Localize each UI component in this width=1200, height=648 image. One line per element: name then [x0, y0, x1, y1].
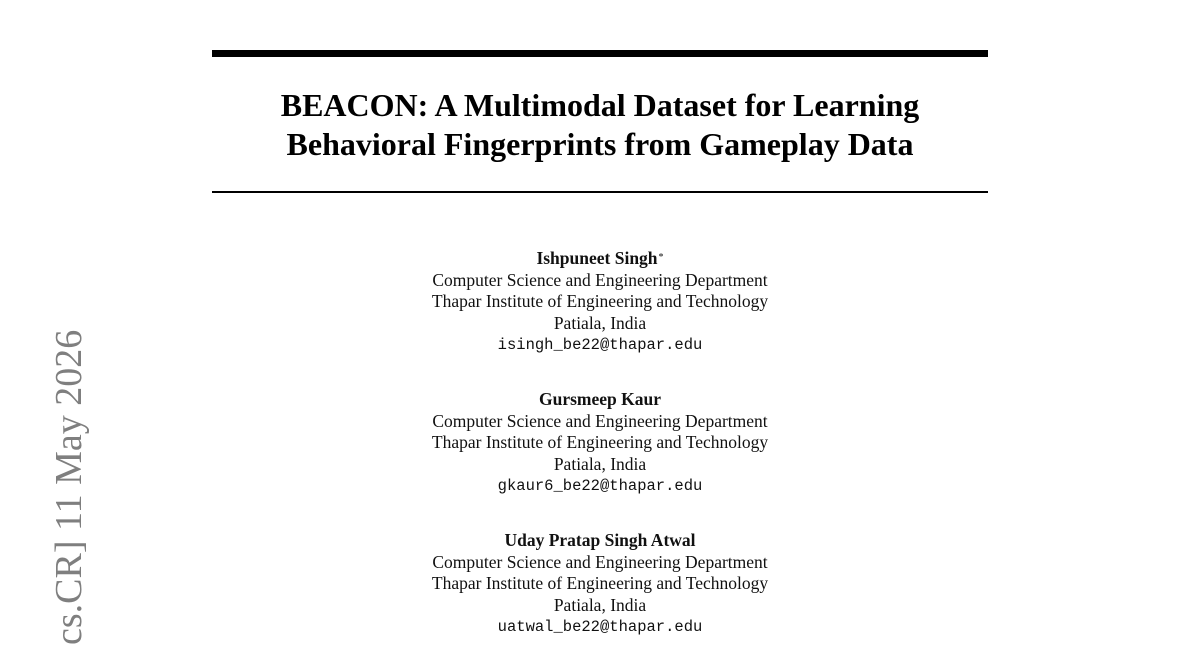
- author-location: Patiala, India: [553, 594, 647, 615]
- author-email: gkaur6_be22@thapar.edu: [497, 477, 703, 495]
- author-footnote-marker: *: [658, 252, 664, 263]
- author-name: Uday Pratap Singh Atwal: [504, 530, 696, 550]
- author-institution: Thapar Institute of Engineering and Technology: [431, 291, 769, 311]
- author-email: isingh_be22@thapar.edu: [497, 336, 703, 354]
- author-name-line: [300, 389, 900, 411]
- author-block: [300, 530, 900, 639]
- author-department: Computer Science and Engineering Department: [432, 410, 768, 431]
- author-department: Computer Science and Engineering Department: [432, 551, 768, 572]
- author-department: Computer Science and Engineering Department: [432, 269, 768, 290]
- author-block: [300, 389, 900, 498]
- paper-title: [212, 86, 988, 164]
- title-top-rule: [212, 50, 988, 57]
- author-name-line: [300, 530, 900, 552]
- author-institution: Thapar Institute of Engineering and Technology: [431, 432, 769, 452]
- author-location: Patiala, India: [553, 312, 647, 333]
- arxiv-identifier-stamp: cs.CR] 11 May 2026: [48, 329, 90, 645]
- author-email: uatwal_be22@thapar.edu: [497, 618, 703, 636]
- author-name-line: [300, 248, 900, 270]
- title-bottom-rule: [212, 191, 988, 193]
- author-name: Gursmeep Kaur: [538, 389, 661, 409]
- author-block: [300, 248, 900, 357]
- author-location: Patiala, India: [553, 453, 647, 474]
- author-institution: Thapar Institute of Engineering and Technology: [431, 573, 769, 593]
- author-name: Ishpuneet Singh: [536, 248, 658, 268]
- paper-title-line-2: Behavioral Fingerprints from Gameplay Data: [286, 126, 914, 162]
- paper-title-line-1: BEACON: A Multimodal Dataset for Learning: [280, 87, 920, 123]
